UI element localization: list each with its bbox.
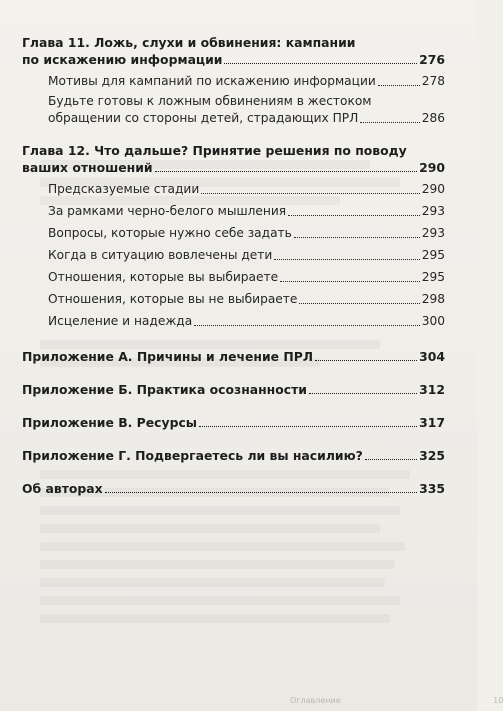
toc-entry-appendix-d[interactable] — [22, 447, 445, 464]
toc-entry-title: За рамками черно-белого мышления — [48, 204, 287, 218]
toc-entry-page: 317 — [419, 415, 445, 430]
toc-entry-page: 300 — [421, 314, 445, 328]
toc-entry-page: 298 — [421, 292, 445, 306]
toc-entry-page: 293 — [421, 204, 445, 218]
chapter-11-title-line2: по искажению информации — [22, 52, 223, 67]
dot-leader — [105, 492, 418, 493]
toc-entry-page: 312 — [419, 382, 445, 397]
toc-entry-title: обращении со стороны детей, страдающих ПРЛ — [48, 111, 359, 125]
toc-entry-beyond-black-white[interactable] — [48, 203, 445, 220]
chapter-12-title-line1: Глава 12. Что дальше? Принятие решения по поводу — [22, 143, 407, 158]
toc-entry-title: Об авторах — [22, 481, 103, 496]
dot-leader — [224, 63, 417, 64]
toc-entry-predictable-stages[interactable] — [48, 181, 445, 198]
dot-leader — [365, 459, 417, 460]
toc-entry-page: 295 — [421, 270, 445, 284]
toc-entry-appendix-b[interactable] — [22, 381, 445, 398]
page-number: 10 — [493, 696, 503, 705]
toc-entry-title: Предсказуемые стадии — [48, 182, 200, 196]
toc-entry-children-involved[interactable] — [48, 247, 445, 264]
dot-leader — [309, 393, 417, 394]
toc-entry-page: 304 — [419, 349, 445, 364]
toc-entry-page: 295 — [421, 248, 445, 262]
dot-leader — [360, 122, 419, 123]
page-footer — [290, 696, 503, 705]
toc-entry-title: Приложение Б. Практика осознанности — [22, 382, 307, 397]
toc-entry-title: Когда в ситуацию вовлечены дети — [48, 248, 273, 262]
toc-entry-title: Мотивы для кампаний по искажению информации — [48, 74, 376, 88]
toc-entry-title: Вопросы, которые нужно себе задать — [48, 226, 292, 240]
chapter-12-title-line2: ваших отношений — [22, 160, 153, 175]
toc-entry-title: Отношения, которые вы не выбираете — [48, 292, 298, 306]
toc-entry-title: Приложение В. Ресурсы — [22, 415, 197, 430]
toc-entry-appendix-a[interactable] — [22, 348, 445, 365]
toc-entry-page: 286 — [421, 111, 445, 125]
dot-leader — [201, 193, 419, 194]
toc-entry-questions[interactable] — [48, 225, 445, 242]
toc-entry-unchosen-relationships[interactable] — [48, 291, 445, 308]
chapter-11-title-line1: Глава 11. Ложь, слухи и обвинения: кампании — [22, 35, 356, 50]
toc-entry-about-authors[interactable] — [22, 480, 445, 497]
toc-entry-page: 335 — [419, 481, 445, 496]
toc-entry-title: Приложение Г. Подвергаетесь ли вы насилию? — [22, 448, 363, 463]
toc-entry-page: 325 — [419, 448, 445, 463]
toc-entry-false-accusations-line1: Будьте готовы к ложным обвинениям в жестоком — [48, 94, 372, 108]
dot-leader — [299, 303, 419, 304]
running-title: Оглавление — [290, 696, 341, 705]
toc-entry-appendix-c[interactable] — [22, 414, 445, 431]
chapter-11-page: 276 — [419, 52, 445, 67]
toc-entry-page: 293 — [421, 226, 445, 240]
toc-entry-chapter-12[interactable] — [22, 159, 445, 176]
dot-leader — [288, 215, 420, 216]
dot-leader — [199, 426, 417, 427]
chapter-12-page: 290 — [419, 160, 445, 175]
dot-leader — [280, 281, 420, 282]
toc-entry-title: Приложение А. Причины и лечение ПРЛ — [22, 349, 314, 364]
dot-leader — [155, 171, 418, 172]
toc-entry-healing-hope[interactable] — [48, 313, 445, 330]
dot-leader — [294, 237, 420, 238]
toc-entry-false-accusations[interactable] — [48, 110, 445, 127]
dot-leader — [315, 360, 417, 361]
toc-entry-chosen-relationships[interactable] — [48, 269, 445, 286]
dot-leader — [378, 85, 420, 86]
toc-entry-motives[interactable] — [48, 73, 445, 90]
dot-leader — [194, 325, 420, 326]
toc-entry-title: Исцеление и надежда — [48, 314, 193, 328]
toc-entry-title: Отношения, которые вы выбираете — [48, 270, 279, 284]
toc-entry-page: 278 — [421, 74, 445, 88]
dot-leader — [274, 259, 419, 260]
toc-entry-page: 290 — [421, 182, 445, 196]
toc-entry-chapter-11[interactable] — [22, 51, 445, 68]
